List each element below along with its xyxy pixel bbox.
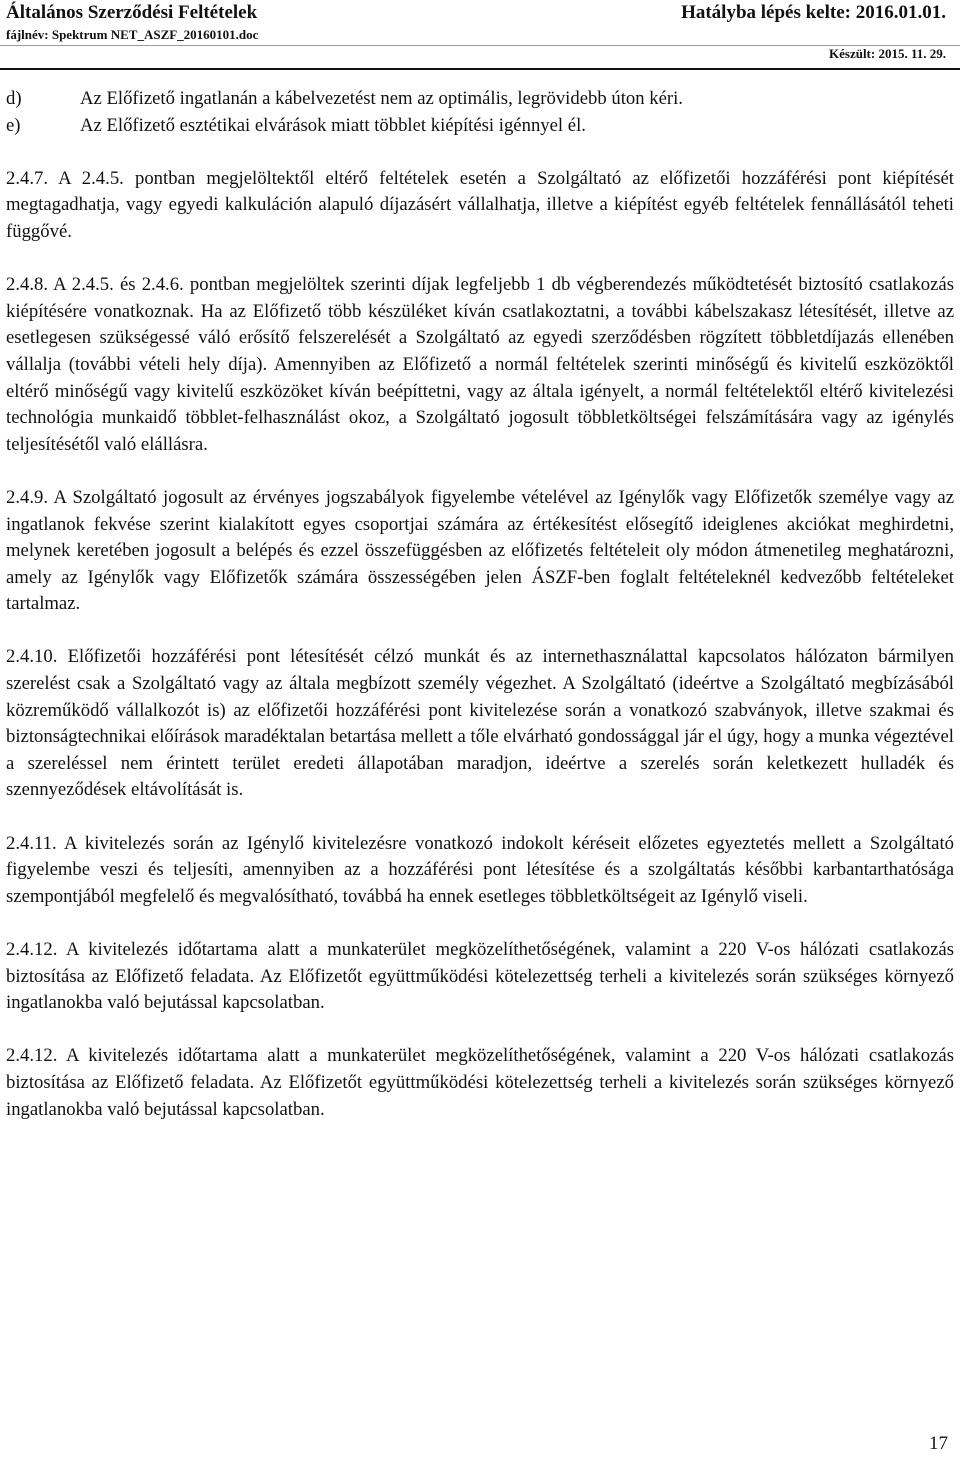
list-marker: d) — [6, 88, 22, 109]
list-item-text: Az Előfizető esztétikai elvárások miatt többlet kiépítési igénnyel él. — [80, 114, 586, 136]
paragraph-2-4-11: 2.4.11. A kivitelezés során az Igénylő kivitelezésre vonatkozó indokolt kéréseit előzetes egyeztetés mellett a Szolgáltató figyelembe veszi és teljesíti, amennyiben az a hozzáférési pont létesítése és a szolgáltatás későbbi karbantarthatósága szempontjából megfelelő és megvalósítható, továbbá ha ennek esetleges többletköltségeit az Igénylő viseli. — [6, 832, 954, 907]
paragraph-2-4-12: 2.4.12. A kivitelezés időtartama alatt a munkaterület megközelíthetőségének, valamint a 220 V-os hálózati csatlakozás biztosítása az Előfizető feladata. Az Előfizetőt együttműködési kötelezettség terheli a kivitelezés során szükséges környező ingatlanokba való bejutással kapcsolatban. — [6, 939, 954, 1014]
effective-date: Hatályba lépés kelte: 2016.01.01. — [681, 2, 946, 23]
page-header — [0, 0, 960, 70]
paragraph-2-4-8: 2.4.8. A 2.4.5. és 2.4.6. pontban megjelöltek szerinti díjak legfeljebb 1 db végberendezés működtetését biztosító csatlakozás kiépítésére vonatkoznak. Ha az Előfizető több készüléket kíván csatlakoztatni, a további kábelszakasz létesítését, illetve az esetlegesen szükségessé váló erősítő felszerelését a Szolgáltató az egyedi szerződésben rögzített többletdíjazás ellenében vállalja (további vételi hely díja). Amennyiben az Előfizető a normál feltételek szerinti minőségű és kivitelű eszközöktől eltérő minőségű vagy kivitelű eszközöket kíván beépíttetni, vagy az általa igényelt, a normál feltételektől eltérő kivitelezési technológia munkaidő többlet-felhasználást okoz, a Szolgáltató jogosult többletköltségei felszámítására vagy az igénylés teljesítésétől való elállásra. — [6, 274, 954, 455]
list-item — [6, 113, 954, 140]
paragraph-2-4-12-repeat: 2.4.12. A kivitelezés időtartama alatt a munkaterület megközelíthetőségének, valamint a 220 V-os hálózati csatlakozás biztosítása az Előfizető feladata. Az Előfizetőt együttműködési kötelezettség terheli a kivitelezés során szükséges környező ingatlanokba való bejutással kapcsolatban. — [6, 1045, 954, 1120]
list-marker: e) — [6, 114, 21, 136]
document-body — [6, 86, 954, 1150]
list-item-text: Az Előfizető ingatlanán a kábelvezetést nem az optimális, legrövidebb úton kéri. — [80, 88, 683, 109]
list-item — [6, 86, 954, 113]
header-left — [6, 2, 258, 46]
header-divider-thick — [0, 68, 960, 70]
paragraph-2-4-7: 2.4.7. A 2.4.5. pontban megjelöltektől eltérő feltételek esetén a Szolgáltató az előfizetői hozzáférési pont kiépítését megtagadhatja, vagy egyedi kalkuláción alapuló díjazásért vállalhatja, illetve a kiépítést egyéb feltételek fennállásától teheti függővé. — [6, 167, 954, 242]
paragraph-2-4-9: 2.4.9. A Szolgáltató jogosult az érvényes jogszabályok figyelembe vételével az Igénylők vagy Előfizetők személye vagy az ingatlanok fekvése szerint kialakított egyes csoportjai számára az értékesítést elősegítő ideiglenes akciókat meghirdetni, melynek keretében jogosult a belépés és ezzel összefüggésben az előfizetés feltételeit oly módon átmenetileg meghatározni, amely az Igénylők vagy Előfizetők számára összességében jelen ÁSZF-ben foglalt feltételeknél kedvezőbb feltételeket tartalmaz. — [6, 486, 954, 615]
condition-list — [6, 86, 954, 139]
page-number: 17 — [929, 1433, 948, 1454]
document-title: Általános Szerződési Feltételek — [6, 2, 258, 23]
header-right — [681, 2, 946, 65]
header-divider-thin — [0, 45, 960, 46]
paragraph-2-4-10: 2.4.10. Előfizetői hozzáférési pont létesítését célzó munkát és az internethasználattal kapcsolatos hálózaton bármilyen szerelést csak a Szolgáltató vagy az általa megbízott személy végezhet. A Szolgáltató (ideértve a Szolgáltató megbízásából közreműködő vállalkozót is) az előfizetői hozzáférési pont kivitelezése során a vonatkozó szabványok, illetve szakmai és biztonságtechnikai előírások maradéktalan betartása mellett a tőle elvárható gondossággal jár el úgy, hogy a munka végeztével a szereléssel nem érintett terület eredeti állapotában maradjon, ideértve a szerelés során keletkezett hulladék és szennyeződések eltávolítását is. — [6, 646, 954, 801]
file-name: fájlnév: Spektrum NET_ASZF_20160101.doc — [6, 27, 259, 42]
created-date: Készült: 2015. 11. 29. — [829, 46, 946, 61]
